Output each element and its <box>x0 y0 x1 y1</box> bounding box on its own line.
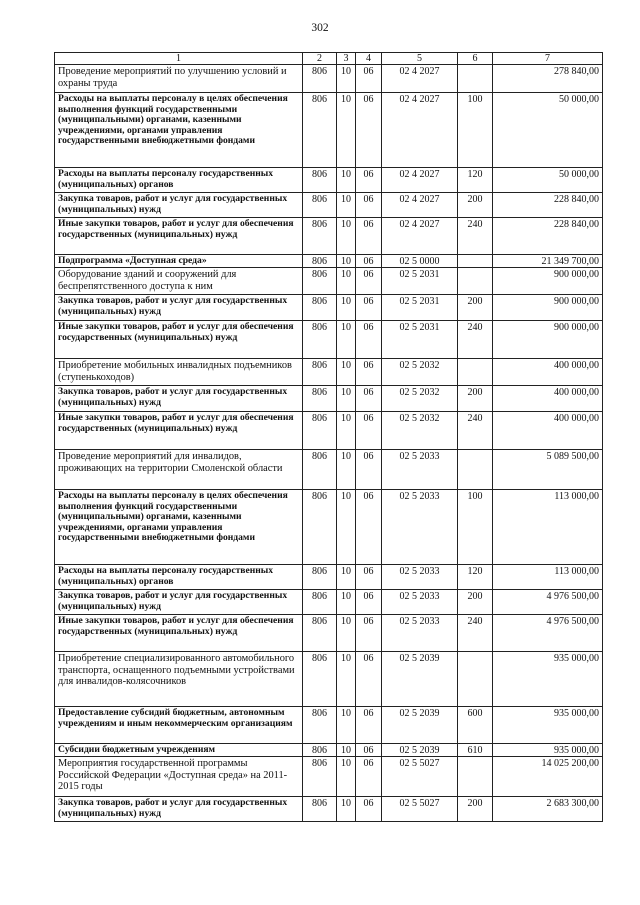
target-article-cell: 02 5 0000 <box>382 255 458 268</box>
target-article-cell: 02 5 2033 <box>382 490 458 565</box>
item-name-cell: Мероприятия государственной программы Российской Федерации «Доступная среда» на 2011-2015 годы <box>55 757 303 797</box>
subsection-code-cell: 06 <box>356 321 382 359</box>
subsection-code-cell: 06 <box>356 565 382 590</box>
expense-type-cell: 200 <box>458 193 493 218</box>
item-name-cell: Закупка товаров, работ и услуг для государственных (муниципальных) нужд <box>55 590 303 615</box>
item-name-cell: Иные закупки товаров, работ и услуг для обеспечения государственных (муниципальных) нужд <box>55 615 303 652</box>
section-code-cell: 10 <box>337 218 356 255</box>
item-name-cell: Подпрограмма «Доступная среда» <box>55 255 303 268</box>
item-name-cell: Проведение мероприятий для инвалидов, проживающих на территории Смоленской области <box>55 450 303 490</box>
subsection-code-cell: 06 <box>356 490 382 565</box>
amount-cell: 900 000,00 <box>493 321 603 359</box>
item-name-cell: Оборудование зданий и сооружений для беспрепятственного доступа к ним <box>55 268 303 295</box>
section-code-cell: 10 <box>337 193 356 218</box>
gr-code-cell: 806 <box>303 707 337 744</box>
section-code-cell: 10 <box>337 565 356 590</box>
amount-cell: 50 000,00 <box>493 93 603 168</box>
amount-cell: 113 000,00 <box>493 565 603 590</box>
target-article-cell: 02 5 2039 <box>382 652 458 707</box>
item-name-cell: Иные закупки товаров, работ и услуг для обеспечения государственных (муниципальных) нужд <box>55 218 303 255</box>
section-code-cell: 10 <box>337 707 356 744</box>
expense-type-cell: 100 <box>458 93 493 168</box>
section-code-cell: 10 <box>337 93 356 168</box>
item-name-cell: Субсидии бюджетным учреждениям <box>55 744 303 757</box>
amount-cell: 5 089 500,00 <box>493 450 603 490</box>
amount-cell: 900 000,00 <box>493 268 603 295</box>
expense-type-cell <box>458 268 493 295</box>
amount-cell: 900 000,00 <box>493 295 603 321</box>
gr-code-cell: 806 <box>303 268 337 295</box>
item-name-cell: Расходы на выплаты персоналу в целях обеспечения выполнения функций государственными (муниципальными) органами, казенными учреждениями, органами управления государственными внебюджетными фондами <box>55 490 303 565</box>
table-row <box>55 168 603 193</box>
header-row <box>55 53 603 65</box>
subsection-code-cell: 06 <box>356 218 382 255</box>
section-code-cell: 10 <box>337 590 356 615</box>
subsection-code-cell: 06 <box>356 386 382 412</box>
gr-code-cell: 806 <box>303 218 337 255</box>
table-row <box>55 65 603 93</box>
column-header: 2 <box>303 53 337 65</box>
subsection-code-cell: 06 <box>356 168 382 193</box>
gr-code-cell: 806 <box>303 565 337 590</box>
gr-code-cell: 806 <box>303 590 337 615</box>
expense-type-cell: 240 <box>458 218 493 255</box>
gr-code-cell: 806 <box>303 450 337 490</box>
item-name-cell: Расходы на выплаты персоналу государственных (муниципальных) органов <box>55 168 303 193</box>
column-header: 1 <box>55 53 303 65</box>
table-row <box>55 255 603 268</box>
subsection-code-cell: 06 <box>356 744 382 757</box>
expense-type-cell <box>458 255 493 268</box>
amount-cell: 2 683 300,00 <box>493 797 603 822</box>
gr-code-cell: 806 <box>303 757 337 797</box>
section-code-cell: 10 <box>337 412 356 450</box>
gr-code-cell: 806 <box>303 321 337 359</box>
expense-type-cell: 600 <box>458 707 493 744</box>
expense-type-cell: 120 <box>458 168 493 193</box>
amount-cell: 935 000,00 <box>493 652 603 707</box>
item-name-cell: Приобретение мобильных инвалидных подъемников (ступенькоходов) <box>55 359 303 386</box>
target-article-cell: 02 5 2031 <box>382 321 458 359</box>
target-article-cell: 02 5 2031 <box>382 268 458 295</box>
section-code-cell: 10 <box>337 744 356 757</box>
item-name-cell: Иные закупки товаров, работ и услуг для обеспечения государственных (муниципальных) нужд <box>55 412 303 450</box>
table-row <box>55 359 603 386</box>
expense-type-cell: 240 <box>458 615 493 652</box>
item-name-cell: Закупка товаров, работ и услуг для государственных (муниципальных) нужд <box>55 295 303 321</box>
expense-type-cell: 200 <box>458 386 493 412</box>
expense-type-cell <box>458 359 493 386</box>
expense-type-cell: 240 <box>458 321 493 359</box>
table-row <box>55 218 603 255</box>
expense-type-cell <box>458 757 493 797</box>
subsection-code-cell: 06 <box>356 255 382 268</box>
gr-code-cell: 806 <box>303 255 337 268</box>
section-code-cell: 10 <box>337 65 356 93</box>
expense-type-cell: 200 <box>458 797 493 822</box>
target-article-cell: 02 4 2027 <box>382 193 458 218</box>
expense-type-cell <box>458 65 493 93</box>
table-row <box>55 590 603 615</box>
amount-cell: 50 000,00 <box>493 168 603 193</box>
table-row <box>55 268 603 295</box>
table-row <box>55 707 603 744</box>
column-header: 7 <box>493 53 603 65</box>
amount-cell: 400 000,00 <box>493 412 603 450</box>
table-body <box>55 65 603 822</box>
gr-code-cell: 806 <box>303 412 337 450</box>
target-article-cell: 02 4 2027 <box>382 168 458 193</box>
amount-cell: 400 000,00 <box>493 386 603 412</box>
section-code-cell: 10 <box>337 295 356 321</box>
target-article-cell: 02 5 2032 <box>382 359 458 386</box>
gr-code-cell: 806 <box>303 65 337 93</box>
section-code-cell: 10 <box>337 386 356 412</box>
subsection-code-cell: 06 <box>356 93 382 168</box>
item-name-cell: Проведение мероприятий по улучшению условий и охраны труда <box>55 65 303 93</box>
subsection-code-cell: 06 <box>356 359 382 386</box>
amount-cell: 14 025 200,00 <box>493 757 603 797</box>
column-header: 4 <box>356 53 382 65</box>
section-code-cell: 10 <box>337 797 356 822</box>
target-article-cell: 02 4 2027 <box>382 218 458 255</box>
column-header: 6 <box>458 53 493 65</box>
subsection-code-cell: 06 <box>356 797 382 822</box>
gr-code-cell: 806 <box>303 359 337 386</box>
target-article-cell: 02 5 5027 <box>382 797 458 822</box>
item-name-cell: Закупка товаров, работ и услуг для государственных (муниципальных) нужд <box>55 193 303 218</box>
section-code-cell: 10 <box>337 652 356 707</box>
table-row <box>55 652 603 707</box>
target-article-cell: 02 5 2031 <box>382 295 458 321</box>
subsection-code-cell: 06 <box>356 193 382 218</box>
amount-cell: 4 976 500,00 <box>493 590 603 615</box>
table-row <box>55 757 603 797</box>
section-code-cell: 10 <box>337 268 356 295</box>
column-header: 5 <box>382 53 458 65</box>
section-code-cell: 10 <box>337 757 356 797</box>
section-code-cell: 10 <box>337 615 356 652</box>
expense-type-cell: 240 <box>458 412 493 450</box>
target-article-cell: 02 5 2032 <box>382 386 458 412</box>
section-code-cell: 10 <box>337 321 356 359</box>
item-name-cell: Расходы на выплаты персоналу государственных (муниципальных) органов <box>55 565 303 590</box>
expense-type-cell <box>458 652 493 707</box>
target-article-cell: 02 5 5027 <box>382 757 458 797</box>
subsection-code-cell: 06 <box>356 707 382 744</box>
table-row <box>55 490 603 565</box>
subsection-code-cell: 06 <box>356 412 382 450</box>
item-name-cell: Закупка товаров, работ и услуг для государственных (муниципальных) нужд <box>55 797 303 822</box>
expense-type-cell: 100 <box>458 490 493 565</box>
amount-cell: 4 976 500,00 <box>493 615 603 652</box>
item-name-cell: Закупка товаров, работ и услуг для государственных (муниципальных) нужд <box>55 386 303 412</box>
table-row <box>55 565 603 590</box>
target-article-cell: 02 4 2027 <box>382 93 458 168</box>
table-row <box>55 797 603 822</box>
expense-type-cell <box>458 450 493 490</box>
table-row <box>55 615 603 652</box>
table-row <box>55 744 603 757</box>
gr-code-cell: 806 <box>303 295 337 321</box>
page-number: 302 <box>311 22 329 34</box>
expense-type-cell: 120 <box>458 565 493 590</box>
target-article-cell: 02 5 2033 <box>382 615 458 652</box>
table-row <box>55 386 603 412</box>
section-code-cell: 10 <box>337 359 356 386</box>
subsection-code-cell: 06 <box>356 450 382 490</box>
gr-code-cell: 806 <box>303 386 337 412</box>
gr-code-cell: 806 <box>303 193 337 218</box>
expense-type-cell: 610 <box>458 744 493 757</box>
gr-code-cell: 806 <box>303 168 337 193</box>
gr-code-cell: 806 <box>303 615 337 652</box>
table-row <box>55 321 603 359</box>
item-name-cell: Приобретение специализированного автомобильного транспорта, оснащенного подъемными устройствами для инвалидов-колясочников <box>55 652 303 707</box>
gr-code-cell: 806 <box>303 797 337 822</box>
subsection-code-cell: 06 <box>356 65 382 93</box>
item-name-cell: Расходы на выплаты персоналу в целях обеспечения выполнения функций государственными (муниципальными) органами, казенными учреждениями, органами управления государственными внебюджетными фондами <box>55 93 303 168</box>
item-name-cell: Предоставление субсидий бюджетным, автономным учреждениям и иным некоммерческим организациям <box>55 707 303 744</box>
subsection-code-cell: 06 <box>356 757 382 797</box>
amount-cell: 21 349 700,00 <box>493 255 603 268</box>
subsection-code-cell: 06 <box>356 615 382 652</box>
target-article-cell: 02 5 2033 <box>382 590 458 615</box>
column-header: 3 <box>337 53 356 65</box>
amount-cell: 278 840,00 <box>493 65 603 93</box>
target-article-cell: 02 5 2039 <box>382 744 458 757</box>
gr-code-cell: 806 <box>303 652 337 707</box>
target-article-cell: 02 5 2032 <box>382 412 458 450</box>
amount-cell: 935 000,00 <box>493 744 603 757</box>
section-code-cell: 10 <box>337 168 356 193</box>
amount-cell: 400 000,00 <box>493 359 603 386</box>
expense-type-cell: 200 <box>458 590 493 615</box>
gr-code-cell: 806 <box>303 744 337 757</box>
table-row <box>55 412 603 450</box>
target-article-cell: 02 4 2027 <box>382 65 458 93</box>
table-row <box>55 93 603 168</box>
amount-cell: 228 840,00 <box>493 193 603 218</box>
section-code-cell: 10 <box>337 490 356 565</box>
gr-code-cell: 806 <box>303 490 337 565</box>
section-code-cell: 10 <box>337 255 356 268</box>
table-row <box>55 295 603 321</box>
target-article-cell: 02 5 2033 <box>382 450 458 490</box>
subsection-code-cell: 06 <box>356 652 382 707</box>
amount-cell: 113 000,00 <box>493 490 603 565</box>
expense-type-cell: 200 <box>458 295 493 321</box>
amount-cell: 935 000,00 <box>493 707 603 744</box>
target-article-cell: 02 5 2039 <box>382 707 458 744</box>
subsection-code-cell: 06 <box>356 268 382 295</box>
subsection-code-cell: 06 <box>356 590 382 615</box>
table-row <box>55 193 603 218</box>
amount-cell: 228 840,00 <box>493 218 603 255</box>
subsection-code-cell: 06 <box>356 295 382 321</box>
item-name-cell: Иные закупки товаров, работ и услуг для обеспечения государственных (муниципальных) нужд <box>55 321 303 359</box>
target-article-cell: 02 5 2033 <box>382 565 458 590</box>
budget-table <box>54 52 603 822</box>
table-row <box>55 450 603 490</box>
section-code-cell: 10 <box>337 450 356 490</box>
gr-code-cell: 806 <box>303 93 337 168</box>
